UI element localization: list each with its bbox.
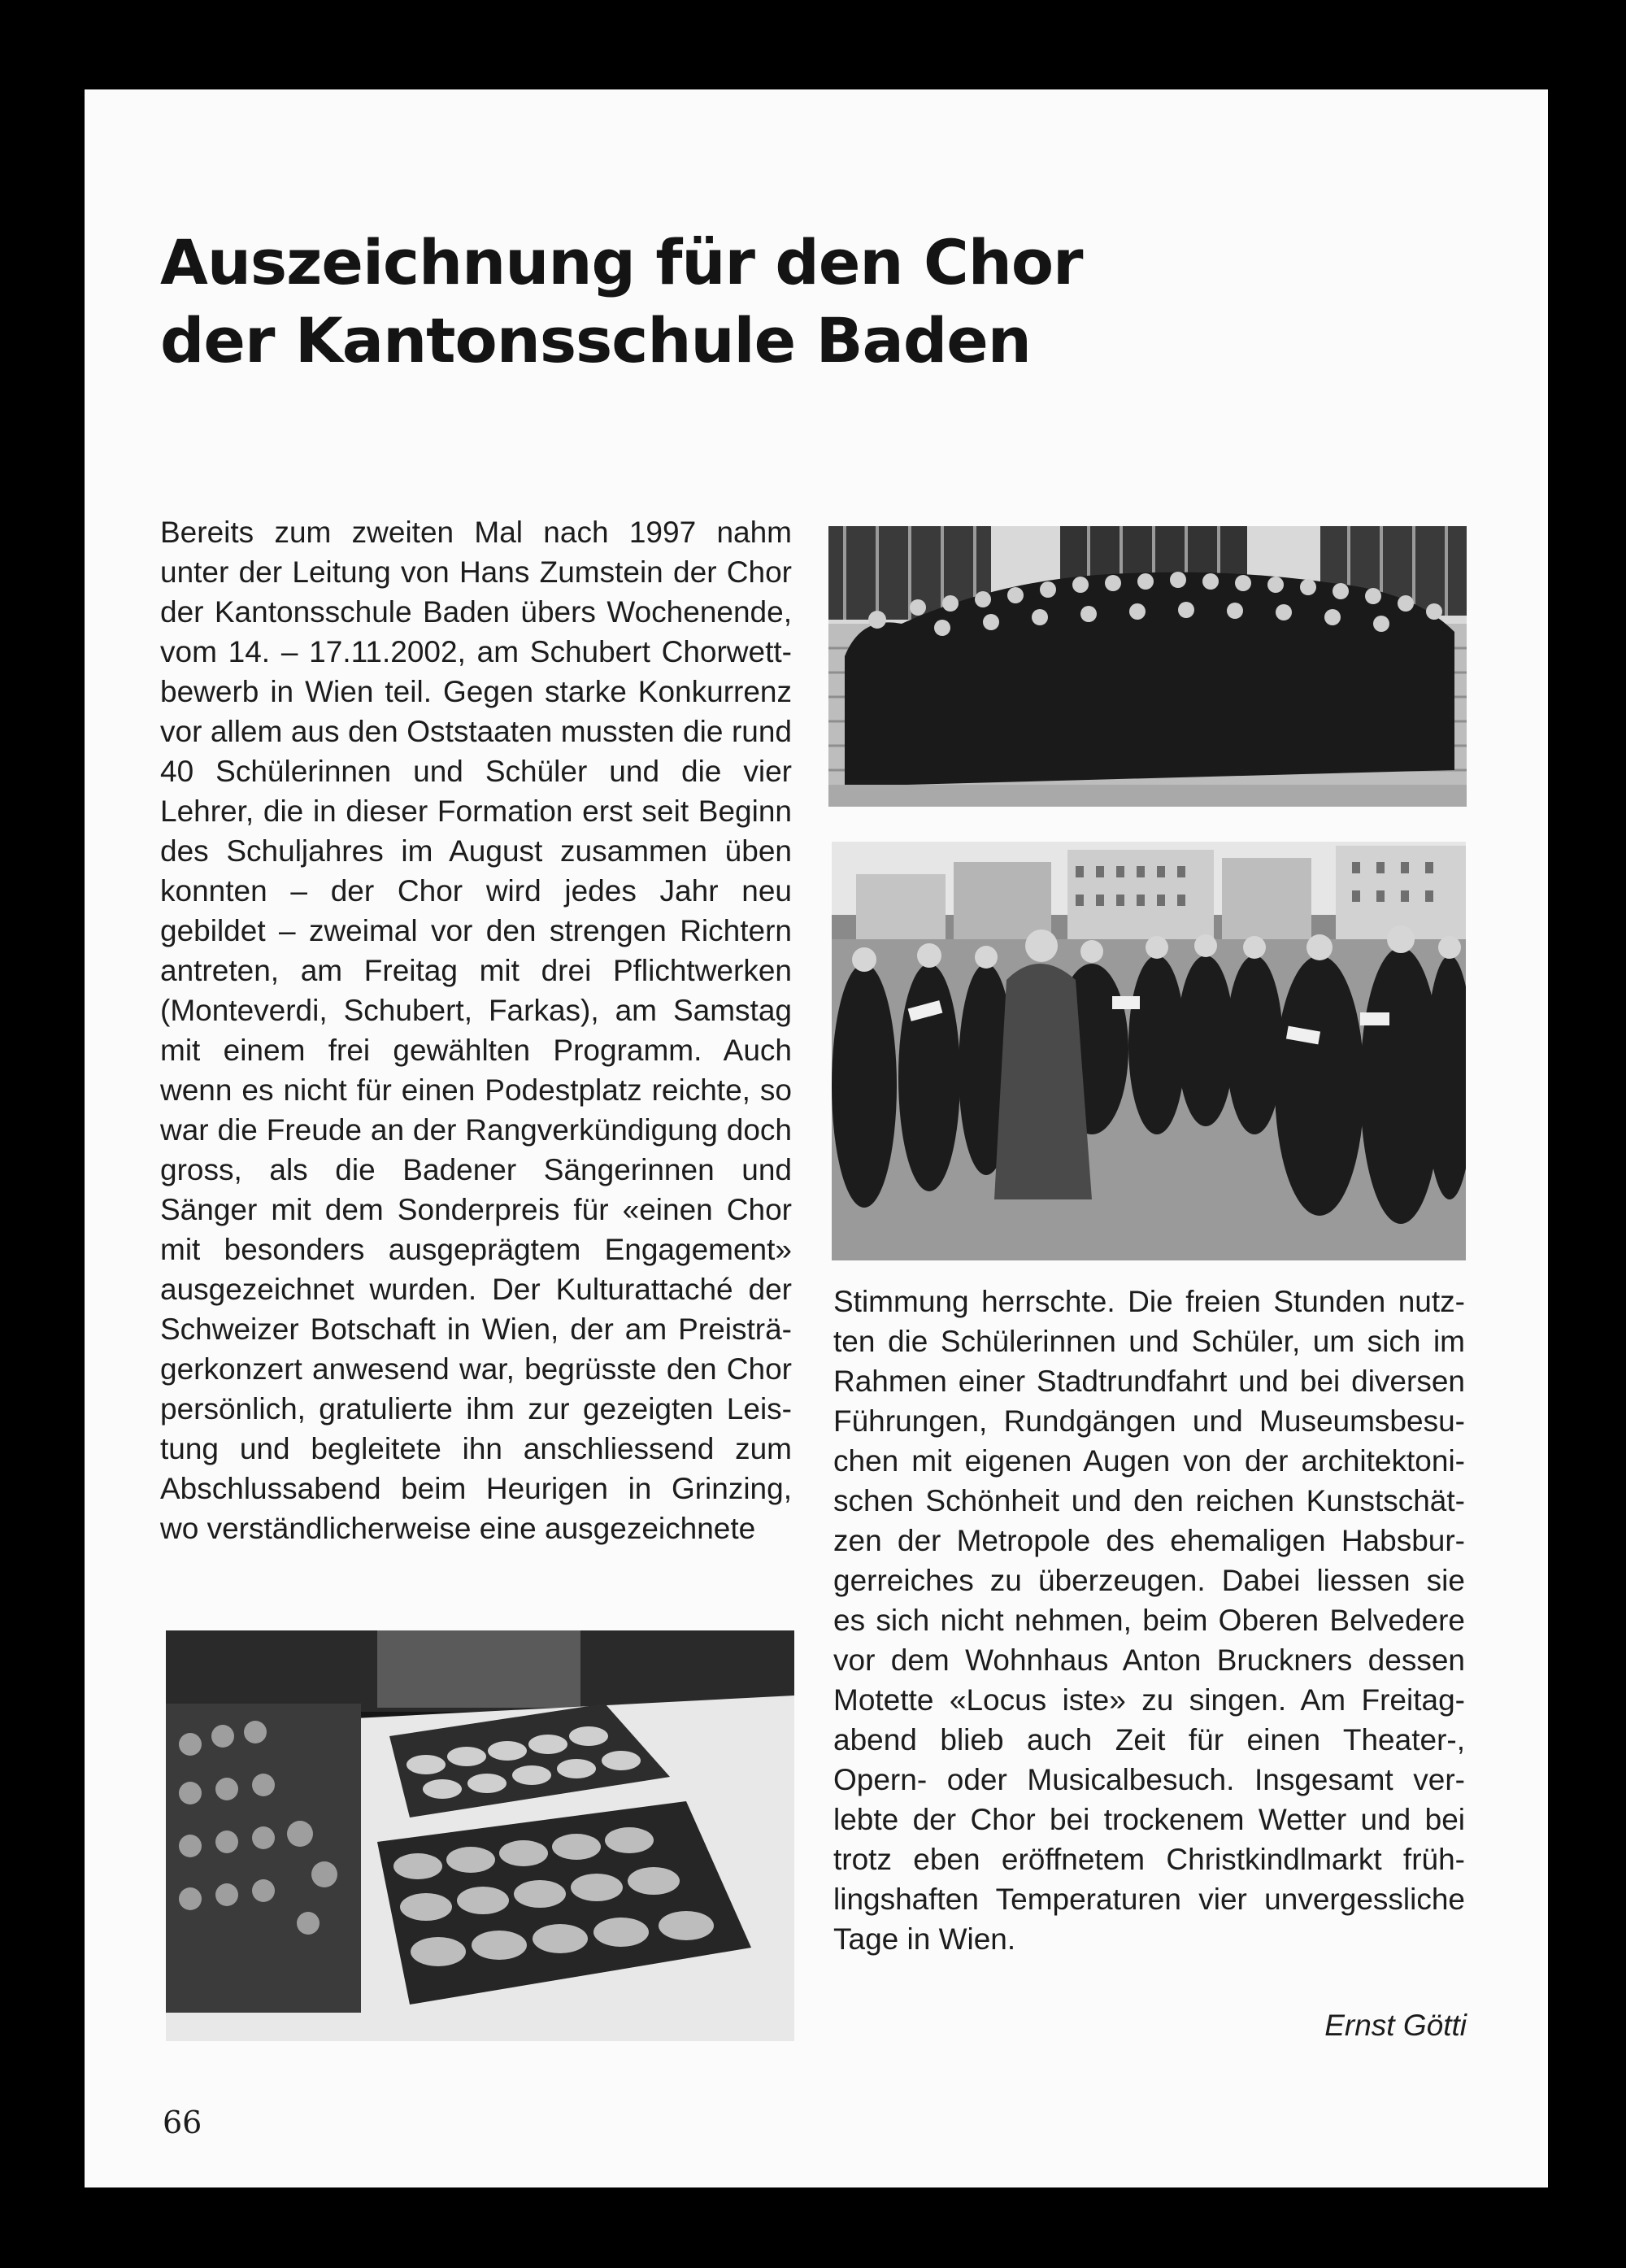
- outdoor-rehearsal-photo: [832, 842, 1466, 1260]
- body-text-left: Bereits zum zweiten Mal nach 1997 nahm unter der Leitung von Hans Zumstein der Chor der Kantonsschule Baden übers Wochenende, vom 14. – 17.11.2002, am Schubert Chorwettbewerb in Wien teil. Gegen starke Konkurrenz vor allem aus den Oststaaten mussten die rund 40 Schülerinnen und Schüler und die vier Lehrer, die in dieser Formation erst seit Beginn des Schuljahres im August zusammen üben konnten – der Chor wird jedes Jahr neu gebildet – zweimal vor den strengen Richtern antreten, am Freitag mit drei Pflichtwerken (Monteverdi, Schubert, Farkas), am Samstag mit einem frei gewählten Programm. Auch wenn es nicht für einen Podestplatz reichte, so war die Freude an der Rangverkündigung doch gross, als die Badener Sängerinnen und Sänger mit dem Sonderpreis für «einen Chor mit besonders ausgeprägtem Engagement» ausgezeichnet wurden. Der Kulturattaché der Schweizer Botschaft in Wien, der am Preisträgerkonzert anwesend war, begrüsste den Chor persönlich, gratulierte ihm zur gezeigten Leistung und begleitete ihn anschliessend zum Abschlussabend beim Heurigen in Grinzing, wo verständlicherweise eine ausgezeichnete: [160, 516, 792, 1545]
- article-title: [160, 224, 1298, 380]
- title-line-1: Auszeichnung für den Chor: [160, 226, 1083, 298]
- title-line-2: der Kantonsschule Baden: [160, 304, 1031, 377]
- article-author: Ernst Götti: [1324, 2009, 1467, 2042]
- body-text-right: Stimmung herrschte. Die freien Stunden nutzten die Schülerinnen und Schüler, um sich im Rahmen einer Stadtrundfahrt und bei diversen Führungen, Rundgängen und Museumsbesuchen mit eigenen Augen von der architektonischen Schönheit und den reichen Kunstschätzen der Metropole des ehemaligen Habsburgerreiches zu überzeugen. Dabei liessen sie es sich nicht nehmen, beim Oberen Belvedere vor dem Wohnhaus Anton Bruckners dessen Motette «Locus iste» zu singen. Am Freitagabend blieb auch Zeit für einen Theater-, Opern- oder Musicalbesuch. Insgesamt verlebte der Chor bei trockenem Wetter und bei trotz eben eröffnetem Christkindlmarkt frühlingshaften Temperaturen vier unvergessliche Tage in Wien.: [833, 1285, 1465, 1956]
- article-column-left: [160, 512, 792, 1548]
- article-column-right: [833, 1282, 1465, 1959]
- page-number: 66: [163, 2105, 202, 2140]
- choir-group-photo: [828, 526, 1467, 807]
- buffet-platters-photo: [166, 1630, 794, 2041]
- document-page: [85, 89, 1548, 2187]
